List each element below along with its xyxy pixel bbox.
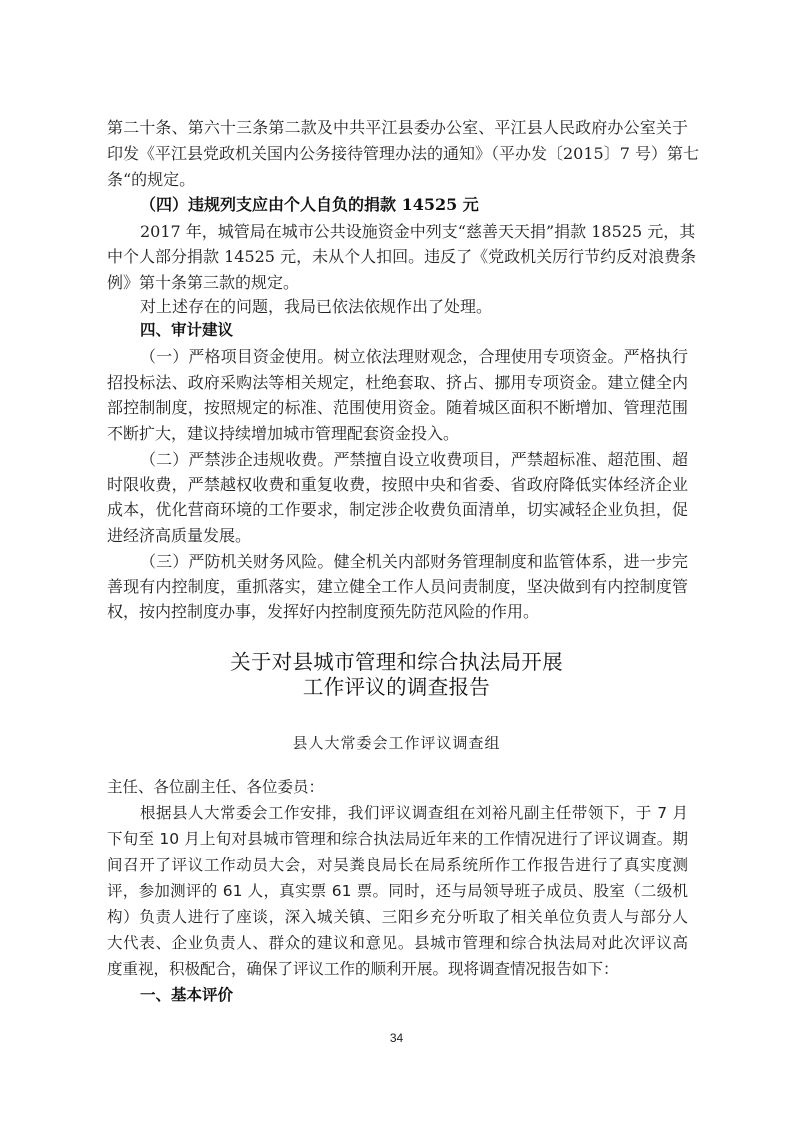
report-author: 县人大常委会工作评议调查组 xyxy=(292,734,501,752)
paragraph-line: 进经济高质量发展。 xyxy=(107,526,252,545)
paragraph-line: 间召开了评议工作动员大会，对吴粪良局长在局系统所作工作报告进行了真实度测 xyxy=(107,856,688,874)
page-number: 34 xyxy=(389,1031,404,1045)
section-heading-audit-suggestions: 四、审计建议 xyxy=(140,321,234,339)
paragraph-line: 大代表、企业负责人、群众的建议和意见。县城市管理和综合执法局对此次评议高 xyxy=(107,934,688,952)
salutation: 主任、各位副主任、各位委员： xyxy=(107,778,325,796)
paragraph-line: 对上述存在的问题，我局已依法依规作出了处理。 xyxy=(140,297,493,316)
paragraph-line: 权，按内控制度办事，发挥好内控制度预先防范风险的作用。 xyxy=(107,602,540,621)
section-heading-basic-evaluation: 一、基本评价 xyxy=(140,986,234,1004)
report-title-line-2: 工作评议的调查报告 xyxy=(302,675,491,699)
paragraph-line: 评，参加测评的 61 人，真实票 61 票。同时，还与局领导班子成员、股室（二级机 xyxy=(107,882,688,900)
paragraph-line: 善现有内控制度，重抓落实，建立健全工作人员问责制度，坚决做到有内控制度管 xyxy=(107,577,688,596)
section-heading-4: （四）违规列支应由个人自负的捐款 14525 元 xyxy=(140,195,479,214)
paragraph-line: 度重视，积极配合，确保了评议工作的顺利开展。现将调查情况报告如下： xyxy=(107,960,619,978)
paragraph-line: 招投标法、政府采购法等相关规定，杜绝套取、挤占、挪用专项资金。建立健全内 xyxy=(107,373,688,392)
paragraph-line: 条“的规定。 xyxy=(107,170,196,189)
paragraph-line: （一）严格项目资金使用。树立依法理财观念，合理使用专项资金。严格执行 xyxy=(140,347,688,366)
paragraph-line: 印发《平江县党政机关国内公务接待管理办法的通知》（平办发〔2015〕7 号）第七 xyxy=(107,144,699,163)
paragraph-line: 不断扩大，建议持续增加城市管理配套资金投入。 xyxy=(107,424,460,443)
paragraph-line: 成本，优化营商环境的工作要求，制定涉企收费负面清单，切实减轻企业负担，促 xyxy=(107,500,688,519)
paragraph-line: 2017 年，城管局在城市公共设施资金中列支“慈善天天捐”捐款 18525 元，其 xyxy=(140,222,696,241)
paragraph-line: 时限收费，严禁越权收费和重复收费，按照中央和省委、省政府降低实体经济企业 xyxy=(107,475,688,494)
paragraph-line: 第二十条、第六十三条第二款及中共平江县委办公室、平江县人民政府办公室关于 xyxy=(107,118,688,137)
paragraph-line: 根据县人大常委会工作安排，我们评议调查组在刘裕凡副主任带领下，于 7 月 xyxy=(140,804,688,822)
paragraph-line: 中个人部分捐款 14525 元，未从个人扣回。违反了《党政机关厉行节约反对浪费条 xyxy=(107,247,697,266)
paragraph-line: （二）严禁涉企违规收费。严禁擅自设立收费项目，严禁超标准、超范围、超 xyxy=(140,450,688,469)
paragraph-line: （三）严防机关财务风险。健全机关内部财务管理制度和监管体系，进一步完 xyxy=(140,552,688,571)
report-title-line-1: 关于对县城市管理和综合执法局开展 xyxy=(230,650,563,674)
paragraph-line: 例》第十条第三款的规定。 xyxy=(107,273,300,292)
paragraph-line: 下旬至 10 月上旬对县城市管理和综合执法局近年来的工作情况进行了评议调查。期 xyxy=(107,830,688,848)
paragraph-line: 部控制制度，按照规定的标准、范围使用资金。随着城区面积不断增加、管理范围 xyxy=(107,398,688,417)
paragraph-line: 构）负责人进行了座谈，深入城关镇、三阳乡充分听取了相关单位负责人与部分人 xyxy=(107,908,688,926)
